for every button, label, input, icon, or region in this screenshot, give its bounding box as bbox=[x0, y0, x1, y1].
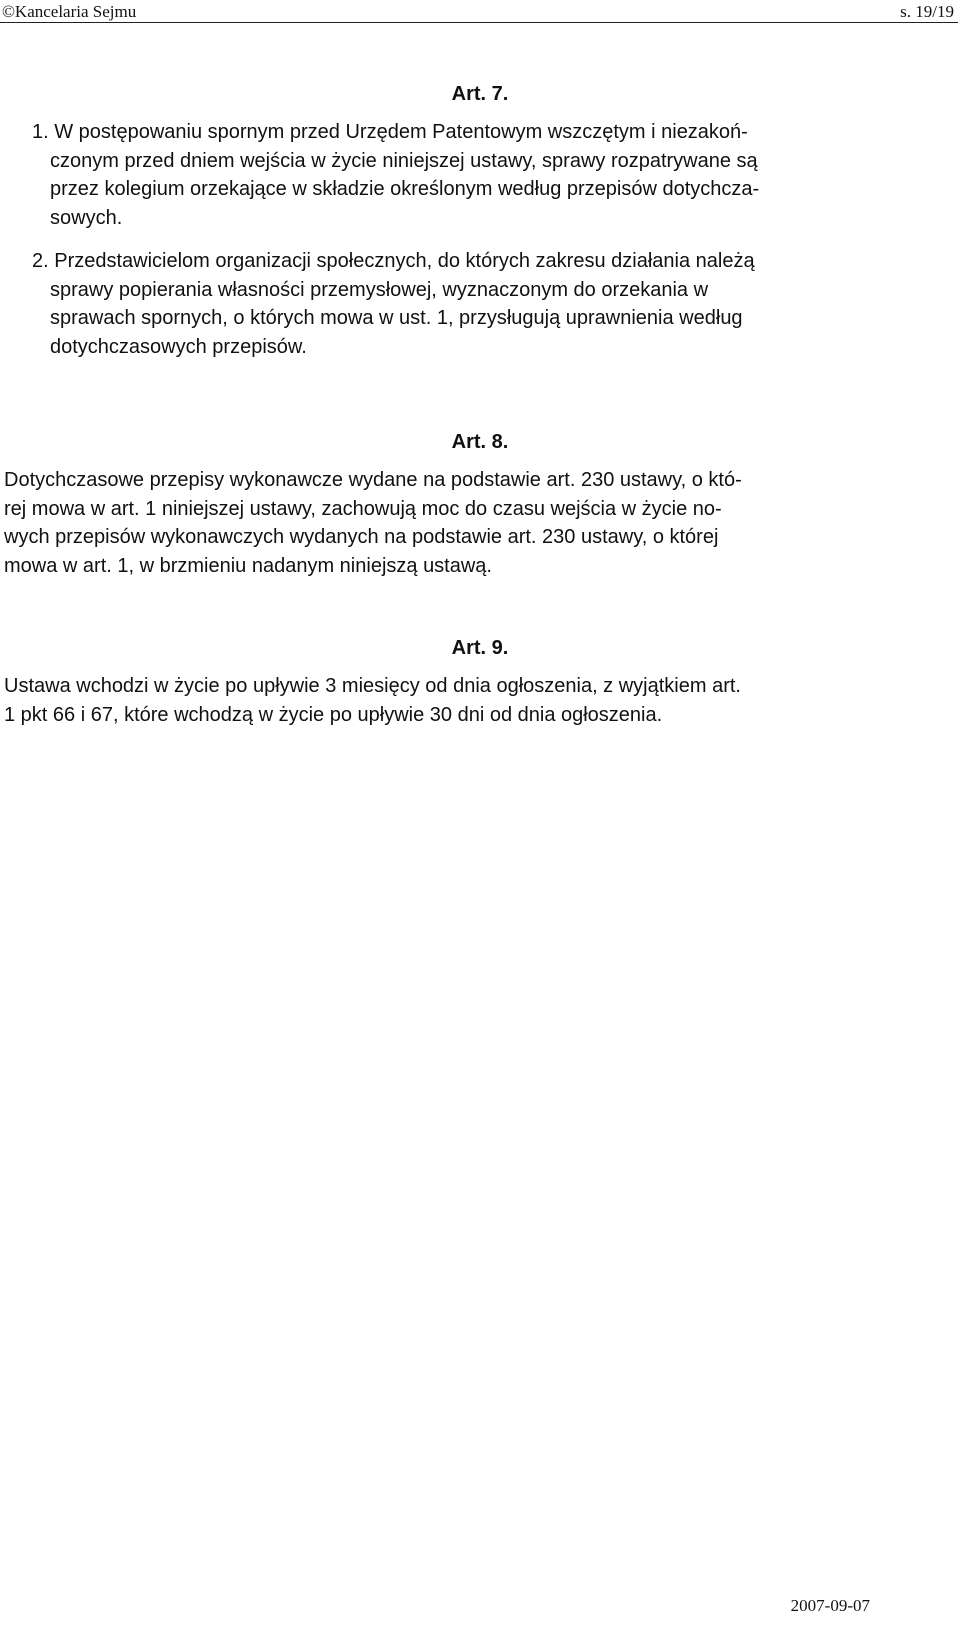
page-header bbox=[0, 0, 958, 24]
art8-line-2: rej mowa w art. 1 niniejszej ustawy, zachowują moc do czasu wejścia w życie no- bbox=[4, 497, 722, 520]
art8-title: Art. 8. bbox=[451, 431, 509, 453]
art9-paragraph bbox=[4, 672, 870, 729]
art7-p2-line-2: sprawy popierania własności przemysłowej, wyznaczonym do orzekania w bbox=[50, 278, 709, 301]
art7-p1-line-4: sowych. bbox=[50, 206, 123, 229]
art7-p1-line-2: czonym przed dniem wejścia w życie niniejszej ustawy, sprawy rozpatrywane są bbox=[50, 149, 758, 172]
art7-p1-line-3: przez kolegium orzekające w składzie określonym według przepisów dotychcza- bbox=[50, 178, 760, 200]
art7-paragraph-1 bbox=[4, 118, 870, 232]
art7-p1-line-1: 1. W postępowaniu spornym przed Urzędem Patentowym wszczętym i niezakoń- bbox=[32, 121, 748, 143]
header-page-number: s. 19/19 bbox=[900, 2, 954, 21]
header-copyright: ©Kancelaria Sejmu bbox=[2, 2, 137, 21]
art9-line-2: 1 pkt 66 i 67, które wchodzą w życie po upływie 30 dni od dnia ogłoszenia. bbox=[4, 703, 663, 726]
art8-paragraph bbox=[4, 466, 870, 580]
art9-line-1: Ustawa wchodzi w życie po upływie 3 miesięcy od dnia ogłoszenia, z wyjątkiem art. bbox=[4, 675, 741, 697]
footer-date: 2007-09-07 bbox=[790, 1596, 870, 1615]
art8-line-1: Dotychczasowe przepisy wykonawcze wydane na podstawie art. 230 ustawy, o któ- bbox=[4, 469, 742, 491]
art7-p2-line-1: 2. Przedstawicielom organizacji społecznych, do których zakresu działania należą bbox=[32, 250, 755, 272]
art8-line-4: mowa w art. 1, w brzmieniu nadanym niniejszą ustawą. bbox=[4, 554, 492, 577]
art7-p2-line-3: sprawach spornych, o których mowa w ust. 1, przysługują uprawnienia według bbox=[50, 307, 743, 329]
art7-title: Art. 7. bbox=[451, 83, 509, 105]
art8-line-3: wych przepisów wykonawczych wydanych na podstawie art. 230 ustawy, o której bbox=[4, 526, 719, 548]
art7-paragraph-2 bbox=[4, 247, 870, 361]
header-rule bbox=[0, 22, 958, 23]
art7-p2-line-4: dotychczasowych przepisów. bbox=[50, 335, 307, 358]
art9-title: Art. 9. bbox=[451, 637, 509, 659]
